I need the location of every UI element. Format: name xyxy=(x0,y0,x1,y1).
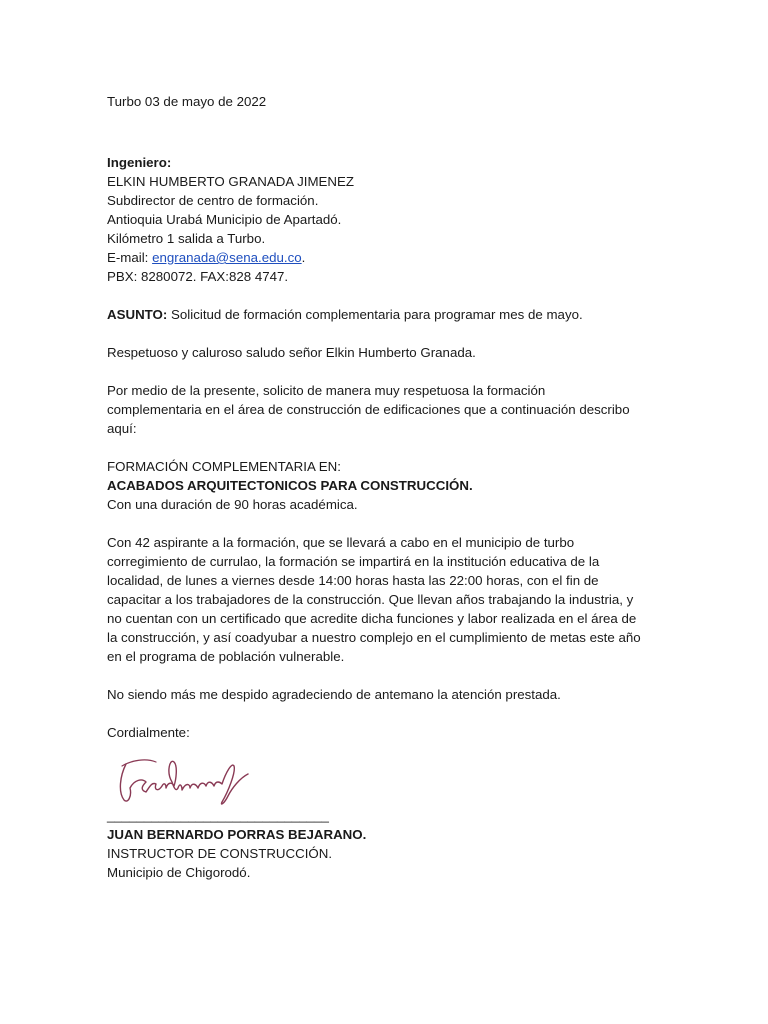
recipient-address: Kilómetro 1 salida a Turbo. xyxy=(107,231,266,246)
email-link[interactable]: engranada@sena.edu.co xyxy=(152,250,302,265)
email-end: . xyxy=(301,250,306,265)
recipient-name: ELKIN HUMBERTO GRANADA JIMENEZ xyxy=(107,174,355,189)
signer-municipality: Municipio de Chigorodó. xyxy=(107,865,251,880)
training-duration: Con una duración de 90 horas académica. xyxy=(107,497,358,512)
training-title: ACABADOS ARQUITECTONICOS PARA CONSTRUCCIÓN. xyxy=(107,478,473,493)
greeting: Respetuoso y caluroso saludo señor Elkin Humberto Granada. xyxy=(107,345,476,360)
closing-line: No siendo más me despido agradeciendo de antemano la atención prestada. xyxy=(107,687,561,702)
recipient-location: Antioquia Urabá Municipio de Apartadó. xyxy=(107,212,342,227)
training-heading: FORMACIÓN COMPLEMENTARIA EN: xyxy=(107,459,341,474)
subject-text: Solicitud de formación complementaria para programar mes de mayo. xyxy=(167,307,583,322)
paragraph-2-line-5: no cuentan con un certificado que acredite dicha funciones y labor realizada en el área de xyxy=(107,611,637,626)
signer-role: INSTRUCTOR DE CONSTRUCCIÓN. xyxy=(107,846,333,861)
paragraph-1-line-2: complementaria en el área de construcción de edificaciones que a continuación describo xyxy=(107,402,630,417)
email-label: E-mail: xyxy=(107,250,153,265)
signature-rule: ______________________________ xyxy=(107,808,329,823)
subject-line xyxy=(107,305,583,324)
handwritten-signature xyxy=(112,752,260,812)
farewell: Cordialmente: xyxy=(107,725,190,740)
paragraph-2-line-3: localidad, de lunes a viernes desde 14:00 horas hasta las 22:00 horas, con el fin de xyxy=(107,573,599,588)
recipient-email-line xyxy=(107,248,305,267)
recipient-position: Subdirector de centro de formación. xyxy=(107,193,319,208)
paragraph-2-line-1: Con 42 aspirante a la formación, que se llevará a cabo en el municipio de turbo xyxy=(107,535,575,550)
signer-name: JUAN BERNARDO PORRAS BEJARANO. xyxy=(107,827,367,842)
date-line: Turbo 03 de mayo de 2022 xyxy=(107,94,267,109)
recipient-salutation: Ingeniero: xyxy=(107,155,172,170)
recipient-phone: PBX: 8280072. FAX:828 4747. xyxy=(107,269,289,284)
paragraph-2-line-7: en el programa de población vulnerable. xyxy=(107,649,345,664)
subject-label: ASUNTO: xyxy=(107,307,168,322)
paragraph-2-line-4: capacitar a los trabajadores de la construcción. Que llevan años trabajando la industria, y xyxy=(107,592,634,607)
paragraph-1-line-3: aquí: xyxy=(107,421,137,436)
paragraph-2-line-6: la construcción, y así coadyubar a nuestro complejo en el cumplimiento de metas este año xyxy=(107,630,641,645)
paragraph-2-line-2: corregimiento de currulao, la formación se impartirá en la institución educativa de la xyxy=(107,554,600,569)
paragraph-1-line-1: Por medio de la presente, solicito de manera muy respetuosa la formación xyxy=(107,383,546,398)
